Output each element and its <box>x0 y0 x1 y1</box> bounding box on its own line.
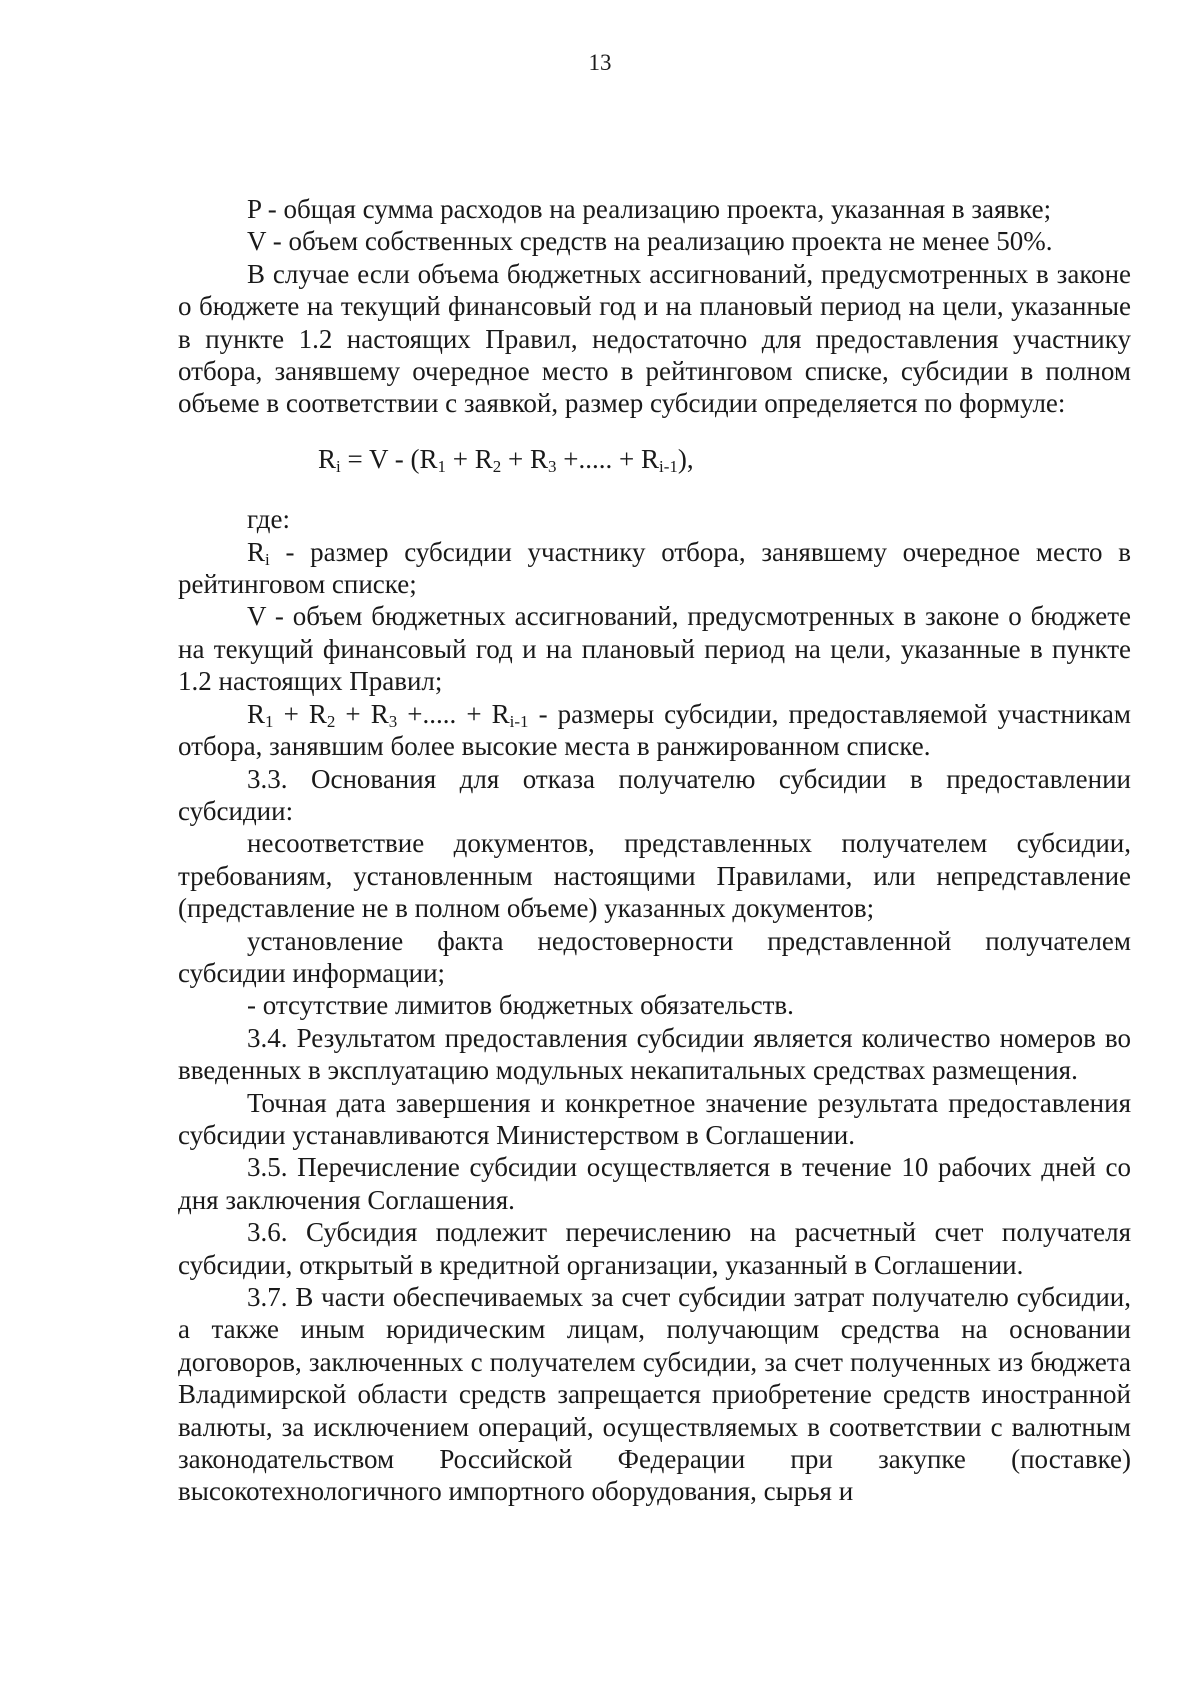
paragraph-p-definition: P - общая сумма расходов на реализацию проекта, указанная в заявке; <box>247 194 1052 224</box>
paragraph-ri-definition: $R_i$ - размер субсидии участнику отбора, занявшему очередное место в рейтинговом списке; <box>178 536 1131 600</box>
paragraph-3-3-a: несоответствие документов, представленных получателем субсидии, требованиям, установленным настоящими Правилами, или непредставление (представление не в полном объеме) указанных документов; <box>178 828 1131 924</box>
paragraph-3-3: 3.3. Основания для отказа получателю субсидии в предоставлении субсидии: <box>178 763 1131 826</box>
paragraph-budget-insufficient: В случае если объема бюджетных ассигнований, предусмотренных в законе о бюджете на текущий финансовый год и на плановый период на цели, указанные в пункте 1.2 настоящих Правил, недостаточно для предоставления участнику отбора, занявшему очередное место в рейтинговом списке, субсидии в полном объеме в соответствии с заявкой, размер субсидии определяется по формуле: <box>178 258 1131 419</box>
paragraph-v-definition: V - объем собственных средств на реализацию проекта не менее 50%. <box>247 226 1053 257</box>
document-body <box>178 193 1131 1508</box>
paragraph-where: где: <box>247 504 290 535</box>
formula-ri: $R_i = V - (R_1 + R_2 + R_3$ +..... + $R_{i-1}$), <box>318 443 694 476</box>
paragraph-3-7: 3.7. В части обеспечиваемых за счет субсидии затрат получателю субсидии, а также иным юридическим лицам, получающим средства на основании договоров, заключенных с получателем субсидии, за счет полученных из бюджета Владимирской области средств запрещается приобретение средств иностранной валюты, за исключением операций, осуществляемых в соответствии с валютным законодательством Российской Федерации при закупке (поставке) высокотехнологичного импортного оборудования, сырья и <box>178 1282 1131 1507</box>
paragraph-3-4-b: Точная дата завершения и конкретное значение результата предоставления субсидии устанавливаются Министерством в Соглашении. <box>178 1087 1131 1150</box>
paragraph-3-3-b: установление факта недостоверности представленной получателем субсидии информации; <box>178 925 1131 988</box>
paragraph-3-5: 3.5. Перечисление субсидии осуществляется в течение 10 рабочих дней со дня заключения Соглашения. <box>178 1152 1131 1215</box>
page-number: 13 <box>588 50 612 75</box>
paragraph-3-6: 3.6. Субсидия подлежит перечислению на расчетный счет получателя субсидии, открытый в кредитной организации, указанный в Соглашении. <box>178 1217 1131 1280</box>
paragraph-sum-definition: $R_1 + R_2 + R_3$ +..... + $R_{i-1}$ - размеры субсидии, предоставляемой участникам отбора, занявшим более высокие места в ранжированном списке. <box>178 698 1131 762</box>
paragraph-3-4: 3.4. Результатом предоставления субсидии является количество номеров во введенных в эксплуатацию модульных некапитальных средствах размещения. <box>178 1022 1131 1086</box>
paragraph-v-budget-definition: V - объем бюджетных ассигнований, предусмотренных в законе о бюджете на текущий финансовый год и на плановый период на цели, указанные в пункте 1.2 настоящих Правил; <box>178 601 1131 697</box>
paragraph-3-3-c: - отсутствие лимитов бюджетных обязательств. <box>247 990 794 1021</box>
